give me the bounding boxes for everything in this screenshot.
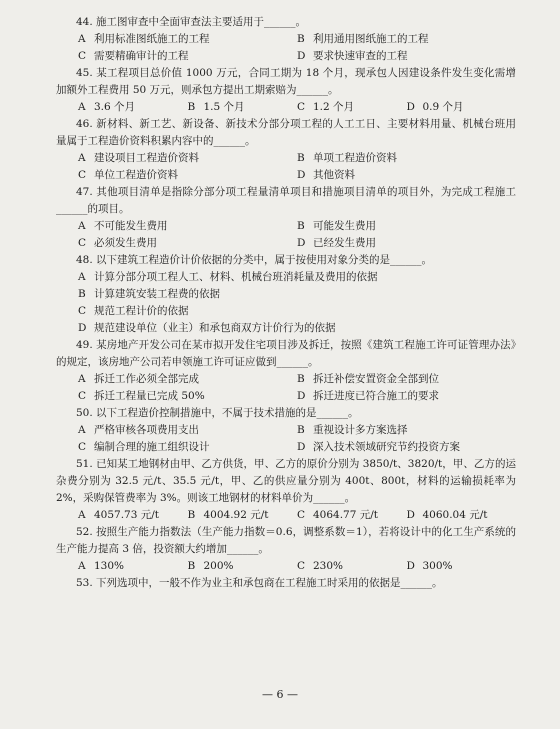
option-text: 4060.04 元/t: [422, 509, 488, 521]
option-letter: C: [78, 305, 87, 317]
option-b: [297, 150, 516, 167]
question-block: [56, 65, 516, 116]
option-list: [78, 269, 516, 337]
option-text: 拆迁进度已符合施工的要求: [313, 390, 439, 402]
option-text: 利用标准图纸施工的工程: [94, 33, 210, 45]
option-text: 拆迁工作必须全部完成: [94, 373, 199, 385]
option-list: [78, 150, 516, 184]
option-a: [78, 269, 516, 286]
question-block: [56, 405, 516, 456]
option-text: 需要精确审计的工程: [94, 50, 189, 62]
option-text: 要求快速审查的工程: [313, 50, 408, 62]
option-letter: A: [78, 33, 86, 45]
option-d: [407, 507, 517, 524]
option-letter: D: [297, 50, 306, 62]
option-text: 利用通用图纸施工的工程: [313, 33, 429, 45]
option-b: [297, 371, 516, 388]
question-block: [56, 252, 516, 337]
question-stem: 45. 某工程项目总价值 1000 万元，合同工期为 18 个月，现承包人因建设条件发生变化需增加额外工程费用 50 万元，则承包方提出工期索赔为______。: [56, 67, 516, 96]
option-c: [78, 439, 297, 456]
option-letter: B: [297, 424, 305, 436]
option-text: 严格审核各项费用支出: [94, 424, 199, 436]
option-text: 深入技术领域研究节约投资方案: [313, 441, 460, 453]
option-letter: A: [78, 101, 86, 113]
option-c: [78, 235, 297, 252]
page-number: — 6 —: [262, 688, 298, 701]
option-text: 单位工程造价资料: [94, 169, 178, 181]
option-letter: A: [78, 152, 86, 164]
option-a: [78, 218, 297, 235]
option-b: [297, 218, 516, 235]
option-letter: D: [297, 390, 306, 402]
question-block: [56, 337, 516, 405]
option-text: 重视设计多方案选择: [313, 424, 408, 436]
option-text: 拆迁补偿安置资金全部到位: [313, 373, 439, 385]
option-c: [297, 507, 407, 524]
question-block: [56, 575, 516, 592]
option-a: [78, 150, 297, 167]
option-letter: D: [406, 101, 415, 113]
option-text: 计算建筑安装工程费的依据: [94, 288, 220, 300]
option-c: [78, 48, 297, 65]
option-c: [78, 303, 516, 320]
option-a: [78, 31, 297, 48]
option-list: [78, 422, 516, 456]
question-stem: 48. 以下建筑工程造价计价依据的分类中，属于按使用对象分类的是______。: [76, 254, 433, 266]
option-b: [188, 558, 298, 575]
option-text: 3.6 个月: [94, 101, 136, 113]
option-a: [78, 422, 297, 439]
option-text: 1.2 个月: [313, 101, 355, 113]
option-b: [78, 286, 516, 303]
option-b: [188, 507, 298, 524]
option-d: [297, 167, 516, 184]
question-block: [56, 184, 516, 252]
option-d: [407, 558, 517, 575]
option-letter: B: [297, 152, 305, 164]
option-letter: C: [297, 560, 306, 572]
option-list: [78, 218, 516, 252]
option-text: 编制合理的施工组织设计: [94, 441, 210, 453]
option-letter: C: [297, 101, 306, 113]
option-letter: C: [78, 390, 87, 402]
option-list: [78, 99, 516, 116]
option-letter: D: [297, 169, 306, 181]
option-b: [297, 422, 516, 439]
question-stem: 50. 以下工程造价控制措施中，不属于技术措施的是______。: [76, 407, 359, 419]
option-letter: C: [78, 169, 87, 181]
option-list: [78, 507, 516, 524]
option-text: 4004.92 元/t: [203, 509, 269, 521]
question-stem: 53. 下列选项中，一般不作为业主和承包商在工程施工时采用的依据是______。: [76, 577, 443, 589]
option-a: [78, 99, 188, 116]
option-letter: B: [187, 101, 196, 113]
question-stem: 46. 新材料、新工艺、新设备、新技术分部分项工程的人工工日、主要材料用量、机械台班用量属于工程造价资料积累内容中的______。: [56, 118, 516, 147]
option-letter: B: [187, 560, 196, 572]
option-text: 0.9 个月: [422, 101, 464, 113]
option-a: [78, 507, 188, 524]
option-list: [78, 558, 516, 575]
option-text: 1.5 个月: [203, 101, 245, 113]
option-text: 不可能发生费用: [94, 220, 168, 232]
option-text: 4057.73 元/t: [94, 509, 160, 521]
option-letter: A: [78, 560, 86, 572]
option-text: 建设项目工程造价资料: [94, 152, 199, 164]
option-c: [297, 558, 407, 575]
option-letter: A: [78, 373, 86, 385]
option-text: 规范工程计价的依据: [94, 305, 189, 317]
option-letter: C: [78, 441, 87, 453]
option-text: 规范建设单位（业主）和承包商双方计价行为的依据: [94, 322, 336, 334]
option-text: 可能发生费用: [313, 220, 376, 232]
option-c: [78, 388, 297, 405]
option-letter: D: [297, 237, 306, 249]
option-letter: D: [78, 322, 87, 334]
option-letter: B: [297, 220, 305, 232]
option-c: [78, 167, 297, 184]
option-text: 计算分部分项工程人工、材料、机械台班消耗量及费用的依据: [94, 271, 378, 283]
option-d: [78, 320, 516, 337]
option-text: 单项工程造价资料: [313, 152, 397, 164]
option-letter: A: [78, 424, 86, 436]
option-letter: B: [297, 373, 305, 385]
question-stem: 49. 某房地产开发公司在某市拟开发住宅项目涉及拆迁，按照《建筑工程施工许可证管理办法》的规定，该房地产公司若申领施工许可证应做到______。: [56, 339, 516, 368]
option-text: 300%: [422, 560, 453, 572]
question-stem: 51. 已知某工地钢材由甲、乙方供货，甲、乙方的原价分别为 3850/t、3820/t，甲、乙方的运杂费分别为 32.5 元/t、35.5 元/t，甲、乙的供应量分别为 400t、800t，材料的运输损耗率为 2%，采购保管费率为 3%。则该工地钢材的材料单价为______。: [56, 458, 516, 504]
question-list: [56, 14, 516, 592]
option-text: 必须发生费用: [94, 237, 157, 249]
option-letter: B: [78, 288, 86, 300]
option-text: 拆迁工程量已完成 50%: [94, 390, 205, 402]
option-b: [188, 99, 298, 116]
option-letter: A: [78, 509, 86, 521]
option-letter: D: [406, 509, 415, 521]
option-letter: B: [187, 509, 196, 521]
option-list: [78, 31, 516, 65]
option-letter: A: [78, 271, 86, 283]
option-letter: C: [78, 237, 87, 249]
option-d: [297, 235, 516, 252]
option-d: [297, 48, 516, 65]
option-letter: C: [78, 50, 87, 62]
option-a: [78, 371, 297, 388]
question-block: [56, 116, 516, 184]
option-text: 4064.77 元/t: [313, 509, 379, 521]
option-text: 已经发生费用: [313, 237, 376, 249]
option-text: 130%: [94, 560, 125, 572]
option-d: [407, 99, 517, 116]
option-text: 其他资料: [313, 169, 355, 181]
option-c: [297, 99, 407, 116]
option-b: [297, 31, 516, 48]
question-block: [56, 524, 516, 575]
option-d: [297, 388, 516, 405]
question-block: [56, 456, 516, 524]
question-stem: 52. 按照生产能力指数法（生产能力指数＝0.6，调整系数＝1），若将设计中的化工生产系统的生产能力提高 3 倍，投资额大约增加______。: [56, 526, 516, 555]
option-letter: D: [297, 441, 306, 453]
option-text: 230%: [313, 560, 344, 572]
option-letter: B: [297, 33, 305, 45]
option-text: 200%: [203, 560, 234, 572]
option-letter: A: [78, 220, 86, 232]
option-d: [297, 439, 516, 456]
option-letter: C: [297, 509, 306, 521]
option-list: [78, 371, 516, 405]
question-stem: 44. 施工图审查中全面审查法主要适用于______。: [76, 16, 307, 28]
question-stem: 47. 其他项目清单是指除分部分项工程量清单项目和措施项目清单的项目外，为完成工程施工______的项目。: [56, 186, 516, 215]
option-a: [78, 558, 188, 575]
question-block: [56, 14, 516, 65]
option-letter: D: [406, 560, 415, 572]
